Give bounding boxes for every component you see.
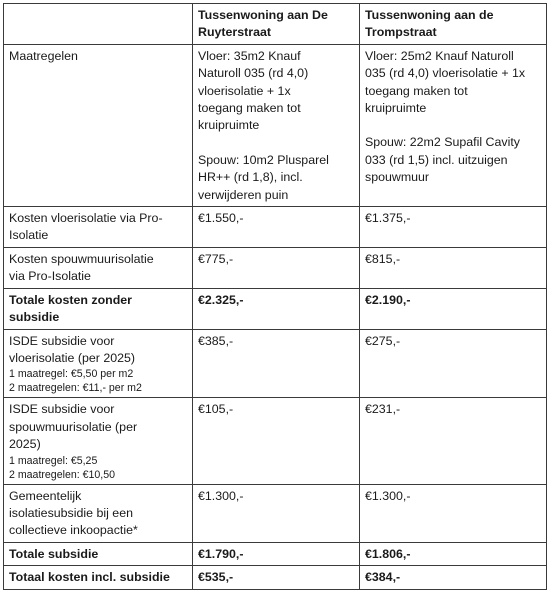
- cost-comparison-table: [3, 3, 547, 590]
- cell-line: verwijderen puin: [198, 187, 289, 202]
- label-line: Totale kosten zonder: [9, 292, 133, 307]
- label-line: ISDE subsidie voor: [9, 402, 115, 417]
- label-line: 2025): [9, 437, 41, 452]
- label-line: spouwmuurisolatie (per: [9, 419, 138, 434]
- cell-line: spouwmuur: [365, 170, 430, 185]
- row-label: [4, 329, 193, 398]
- row-label: [4, 398, 193, 484]
- header-ruyterstraat: [193, 4, 360, 45]
- cell-ruyterstraat: €2.325,-: [193, 288, 360, 329]
- table-header-row: [4, 4, 547, 45]
- cell-ruyterstraat: [193, 44, 360, 206]
- cell-ruyterstraat: €1.300,-: [193, 484, 360, 542]
- table-row: [4, 542, 547, 565]
- cell-trompstraat: €1.375,-: [360, 207, 547, 248]
- cell-trompstraat: €2.190,-: [360, 288, 547, 329]
- cell-ruyterstraat: €535,-: [193, 566, 360, 589]
- header-empty-cell: [4, 4, 193, 45]
- table-row: [4, 566, 547, 589]
- cell-trompstraat: €384,-: [360, 566, 547, 589]
- label-line: ISDE subsidie voor: [9, 333, 115, 348]
- table-row: [4, 398, 547, 484]
- row-label: [4, 288, 193, 329]
- label-line: Kosten vloerisolatie via Pro-: [9, 211, 163, 226]
- label-line: subsidie: [9, 310, 60, 325]
- cell-line: HR++ (rd 1,8), incl.: [198, 170, 303, 185]
- label-line: Gemeentelijk: [9, 488, 82, 503]
- row-label: Totale subsidie: [4, 542, 193, 565]
- note-line: 2 maatregelen: €11,- per m2: [9, 382, 142, 395]
- cell-line: kruipruimte: [365, 101, 427, 116]
- row-label: [4, 207, 193, 248]
- header-text: Tussenwoning aan de: [365, 8, 494, 22]
- header-text: Trompstraat: [365, 25, 437, 40]
- header-text: Tussenwoning aan De: [198, 8, 328, 22]
- row-label: [4, 247, 193, 288]
- cell-line: Naturoll 035 (rd 4,0): [198, 66, 309, 81]
- cell-ruyterstraat: €1.550,-: [193, 207, 360, 248]
- cell-ruyterstraat: €1.790,-: [193, 542, 360, 565]
- cell-line: vloerisolatie + 1x: [198, 83, 291, 98]
- cell-ruyterstraat: €385,-: [193, 329, 360, 398]
- row-label: Totaal kosten incl. subsidie: [4, 566, 193, 589]
- note-line: 1 maatregel: €5,50 per m2: [9, 368, 134, 381]
- note-line: 2 maatregelen: €10,50: [9, 468, 116, 481]
- table-row: [4, 288, 547, 329]
- label-line: Kosten spouwmuurisolatie: [9, 251, 154, 266]
- cell-ruyterstraat: €775,-: [193, 247, 360, 288]
- cell-line: 033 (rd 1,5) incl. uitzuigen: [365, 152, 508, 167]
- cell-line: kruipruimte: [198, 118, 260, 133]
- table-row: [4, 329, 547, 398]
- cell-trompstraat: €815,-: [360, 247, 547, 288]
- cell-line: Vloer: 35m2 Knauf: [198, 48, 301, 63]
- cell-trompstraat: €1.806,-: [360, 542, 547, 565]
- header-trompstraat: [360, 4, 547, 45]
- table-row: [4, 247, 547, 288]
- label-line: Isolatie: [9, 228, 49, 243]
- row-label: Maatregelen: [4, 44, 193, 206]
- spacer: [365, 117, 541, 134]
- cell-trompstraat: [360, 44, 547, 206]
- table-row: [4, 44, 547, 206]
- cell-line: 035 (rd 4,0) vloerisolatie + 1x: [365, 66, 526, 81]
- row-label: [4, 484, 193, 542]
- cell-ruyterstraat: €105,-: [193, 398, 360, 484]
- note-line: 1 maatregel: €5,25: [9, 454, 98, 467]
- label-line: collectieve inkoopactie*: [9, 523, 138, 538]
- spacer: [198, 135, 354, 152]
- label-line: via Pro-Isolatie: [9, 269, 91, 284]
- cell-line: Spouw: 22m2 Supafil Cavity: [365, 135, 520, 150]
- label-line: isolatiesubsidie bij een: [9, 505, 133, 520]
- cell-trompstraat: €1.300,-: [360, 484, 547, 542]
- cell-line: Spouw: 10m2 Plusparel: [198, 152, 329, 167]
- table-row: [4, 484, 547, 542]
- cell-trompstraat: €275,-: [360, 329, 547, 398]
- cell-trompstraat: €231,-: [360, 398, 547, 484]
- table-row: [4, 207, 547, 248]
- header-text: Ruyterstraat: [198, 25, 271, 40]
- cell-line: toegang maken tot: [365, 83, 468, 98]
- cell-line: toegang maken tot: [198, 101, 301, 116]
- cell-line: Vloer: 25m2 Knauf Naturoll: [365, 48, 514, 63]
- label-line: vloerisolatie (per 2025): [9, 350, 136, 365]
